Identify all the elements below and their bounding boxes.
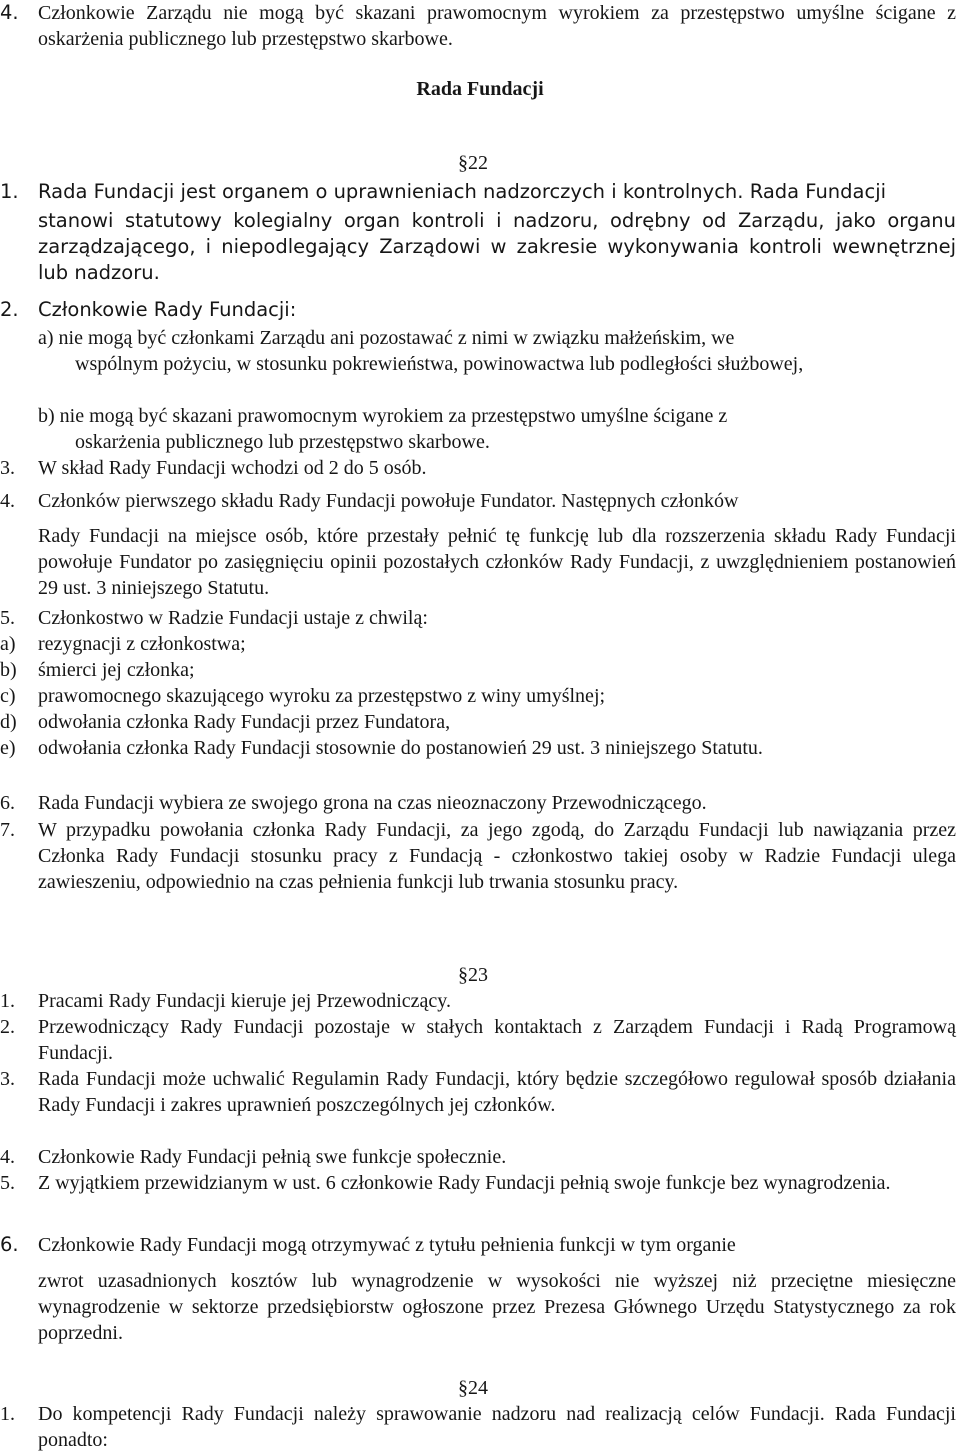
- section-heading: Rada Fundacji: [416, 78, 544, 100]
- paragraph: Członkostwo w Radzie Fundacji ustaje z chwilą:: [38, 607, 428, 629]
- list-item: prawomocnego skazującego wyroku za przestępstwo z winy umyślnej;: [38, 685, 606, 707]
- list-item-label: e): [0, 737, 16, 759]
- item-number: 1.: [0, 1403, 15, 1425]
- paragraph: W przypadku powołania członka Rady Fundacji, za jego zgodą, do Zarządu Fundacji lub nawiązania przez Członka Rady Fundacji stosunku pracy z Fundacją - członkostwo takiej osoby w Radzie Fundacji ulega zawieszeniu, odpowiednio na czas pełnienia funkcji lub trwania stosunku pracy.: [38, 819, 956, 893]
- paragraph: Do kompetencji Rady Fundacji należy sprawowanie nadzoru nad realizacją celów Fundacji. Rada Fundacji ponadto:: [38, 1403, 956, 1451]
- list-item: śmierci jej członka;: [38, 659, 195, 681]
- paragraph: Członkowie Rady Fundacji pełnią swe funkcje społecznie.: [38, 1146, 507, 1168]
- paragraph-number: §23: [458, 964, 488, 986]
- paragraph-number: §22: [458, 152, 488, 174]
- paragraph: Członkowie Rady Fundacji:: [38, 298, 297, 321]
- list-item-label: a): [0, 633, 16, 655]
- paragraph: Rada Fundacji może uchwalić Regulamin Rady Fundacji, który będzie szczegółowo regulował sposób działania Rady Fundacji i zakres uprawnień poszczególnych jej członków.: [38, 1068, 956, 1116]
- list-item: odwołania członka Rady Fundacji przez Fundatora,: [38, 711, 451, 733]
- paragraph: Rada Fundacji wybiera ze swojego grona na czas nieoznaczony Przewodniczącego.: [38, 792, 707, 814]
- paragraph: W skład Rady Fundacji wchodzi od 2 do 5 osób.: [38, 457, 427, 479]
- paragraph: Rada Fundacji jest organem o uprawnieniach nadzorczych i kontrolnych. Rada Fundacji: [38, 180, 887, 203]
- paragraph: Przewodniczący Rady Fundacji pozostaje w stałych kontaktach z Zarządem Fundacji i Radą Programową Fundacji.: [38, 1016, 956, 1064]
- list-item: oskarżenia publicznego lub przestępstwo skarbowe.: [75, 431, 490, 453]
- item-number: 4.: [0, 1, 19, 24]
- item-number: 5.: [0, 607, 15, 629]
- item-number: 1.: [0, 990, 15, 1012]
- list-item: a) nie mogą być członkami Zarządu ani pozostawać z nimi w związku małżeńskim, we: [38, 327, 735, 349]
- paragraph-number: §24: [458, 1377, 488, 1399]
- item-number: 5.: [0, 1172, 15, 1194]
- paragraph: zwrot uzasadnionych kosztów lub wynagrodzenie w wysokości nie wyższej niż przeciętne miesięczne wynagrodzenie w sektorze przedsiębiorstw ogłoszone przez Prezesa Głównego Urzędu Statystycznego za rok poprzedni.: [38, 1270, 956, 1344]
- item-number: 3.: [0, 457, 15, 479]
- item-number: 3.: [0, 1068, 15, 1090]
- paragraph: Członkowie Zarządu nie mogą być skazani prawomocnym wyrokiem za przestępstwo umyślne ścigane z oskarżenia publicznego lub przestępstwo skarbowe.: [38, 2, 956, 50]
- list-item-label: c): [0, 685, 16, 707]
- paragraph: stanowi statutowy kolegialny organ kontroli i nadzoru, odrębny od Zarządu, jako organu zarządzającego, i niepodlegający Zarządowi w zakresie wykonywania kontroli wewnętrznej lub nadzoru.: [38, 209, 956, 284]
- item-number: 2.: [0, 1016, 15, 1038]
- paragraph: Z wyjątkiem przewidzianym w ust. 6 członkowie Rady Fundacji pełnią swoje funkcje bez wynagrodzenia.: [38, 1172, 891, 1194]
- paragraph: Rady Fundacji na miejsce osób, które przestały pełnić tę funkcję lub dla rozszerzenia składu Rady Fundacji powołuje Fundator po zasięgnięciu opinii pozostałych członków Rady Fundacji, z uwzględnieniem postanowień 29 ust. 3 niniejszego Statutu.: [38, 525, 956, 599]
- item-number: 7.: [0, 819, 15, 841]
- item-number: 4.: [0, 490, 15, 512]
- list-item-label: b): [0, 659, 17, 681]
- item-number: 1.: [0, 180, 19, 203]
- paragraph: Członków pierwszego składu Rady Fundacji powołuje Fundator. Następnych członków: [38, 490, 739, 512]
- list-item: wspólnym pożyciu, w stosunku pokrewieństwa, powinowactwa lub podległości służbowej,: [75, 353, 804, 375]
- item-number: 4.: [0, 1146, 15, 1168]
- item-number: 6.: [0, 792, 15, 814]
- list-item: odwołania członka Rady Fundacji stosownie do postanowień 29 ust. 3 niniejszego Statutu.: [38, 737, 763, 759]
- item-number: 2.: [0, 298, 19, 321]
- list-item: b) nie mogą być skazani prawomocnym wyrokiem za przestępstwo umyślne ścigane z: [38, 405, 728, 427]
- item-number: 6.: [0, 1233, 19, 1256]
- list-item: rezygnacji z członkostwa;: [38, 633, 246, 655]
- list-item-label: d): [0, 711, 17, 733]
- paragraph: Pracami Rady Fundacji kieruje jej Przewodniczący.: [38, 990, 451, 1012]
- paragraph: Członkowie Rady Fundacji mogą otrzymywać z tytułu pełnienia funkcji w tym organie: [38, 1234, 736, 1256]
